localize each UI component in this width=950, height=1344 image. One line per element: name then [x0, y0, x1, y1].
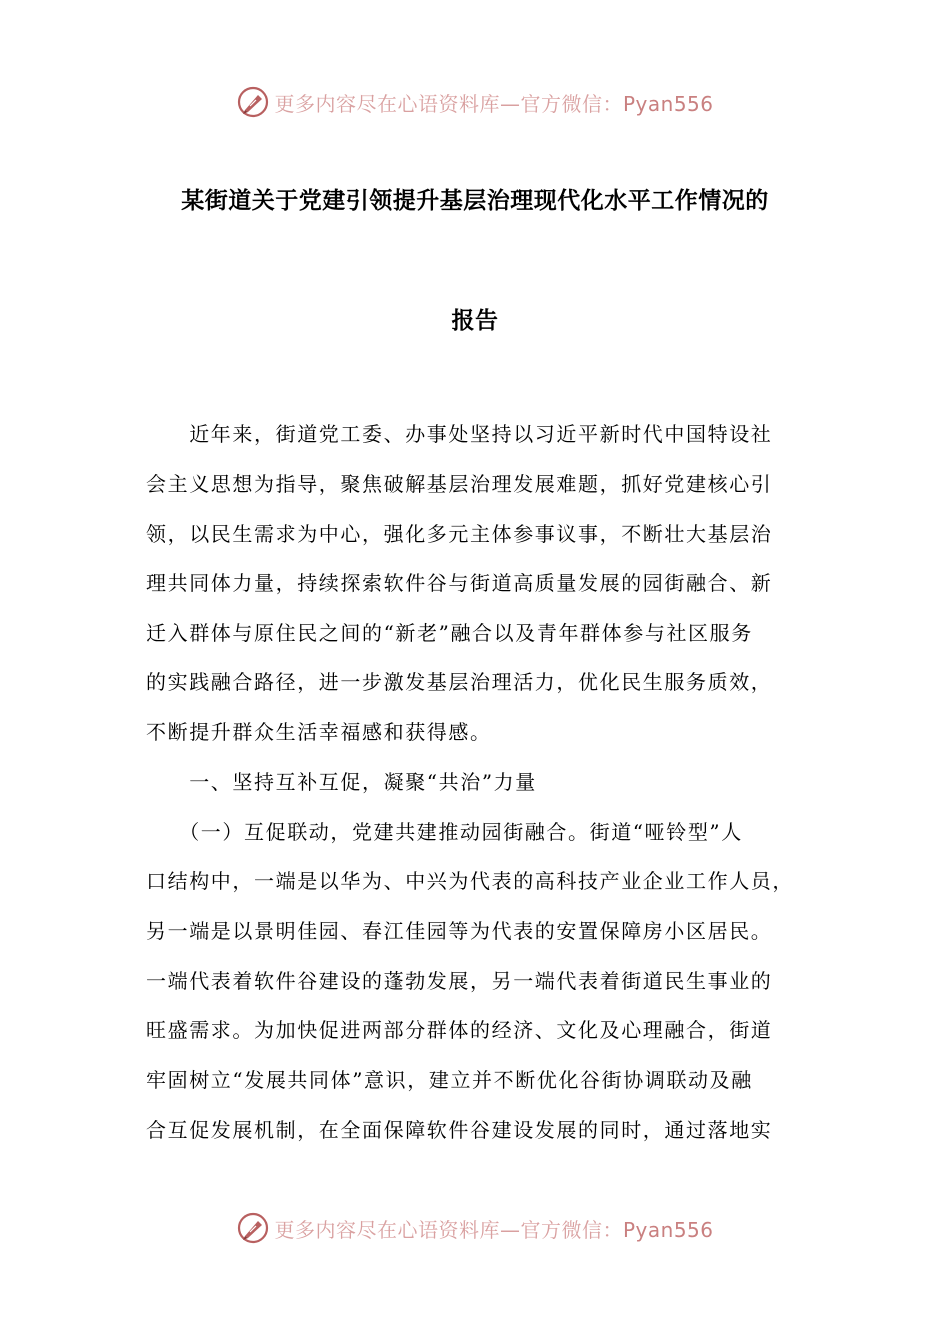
document-title-line-1: 某街道关于党建引领提升基层治理现代化水平工作情况的 — [181, 188, 769, 214]
body-line: 领，以民生需求为中心，强化多元主体参事议事，不断壮大基层治 — [146, 522, 773, 546]
body-line: 理共同体力量，持续探索软件谷与街道高质量发展的园街融合、新 — [146, 571, 773, 595]
body-line: 旺盛需求。为加快促进两部分群体的经济、文化及心理融合，街道 — [146, 1018, 773, 1042]
body-line: 另一端是以景明佳园、春江佳园等为代表的安置保障房小区居民。 — [146, 919, 773, 943]
pen-nib-logo-icon — [236, 1211, 270, 1245]
header-watermark-text: 更多内容尽在心语资料库—官方微信：Pyan556 — [274, 91, 714, 116]
body-line: 合互促发展机制，在全面保障软件谷建设发展的同时，通过落地实 — [146, 1118, 773, 1142]
footer-watermark-banner — [0, 1208, 950, 1248]
pen-nib-logo-icon — [236, 85, 270, 119]
header-wechat-id: Pyan556 — [622, 91, 714, 116]
footer-watermark-text: 更多内容尽在心语资料库—官方微信：Pyan556 — [274, 1217, 714, 1242]
body-line: 迁入群体与原住民之间的“新老”融合以及青年群体参与社区服务 — [146, 621, 753, 645]
body-line: 牢固树立“发展共同体”意识，建立并不断优化谷街协调联动及融 — [146, 1068, 753, 1092]
body-line: 会主义思想为指导，聚焦破解基层治理发展难题，抓好党建核心引 — [146, 472, 773, 496]
body-line: 近年来，街道党工委、办事处坚持以习近平新时代中国特设社 — [146, 422, 773, 446]
document-title-line-2: 报告 — [451, 308, 499, 334]
body-line: 不断提升群众生活幸福感和获得感。 — [146, 720, 492, 744]
body-line: 的实践融合路径，进一步激发基层治理活力，优化民生服务质效， — [146, 670, 773, 694]
section-heading: 一、坚持互补互促，凝聚“共治”力量 — [146, 770, 537, 794]
body-line: （一）互促联动，党建共建推动园街融合。街道“哑铃型”人 — [146, 820, 743, 844]
body-line: 口结构中，一端是以华为、中兴为代表的高科技产业企业工作人员， — [146, 869, 794, 893]
header-watermark-banner — [0, 82, 950, 122]
body-line: 一端代表着软件谷建设的蓬勃发展，另一端代表着街道民生事业的 — [146, 969, 773, 993]
footer-wechat-id: Pyan556 — [622, 1217, 714, 1242]
